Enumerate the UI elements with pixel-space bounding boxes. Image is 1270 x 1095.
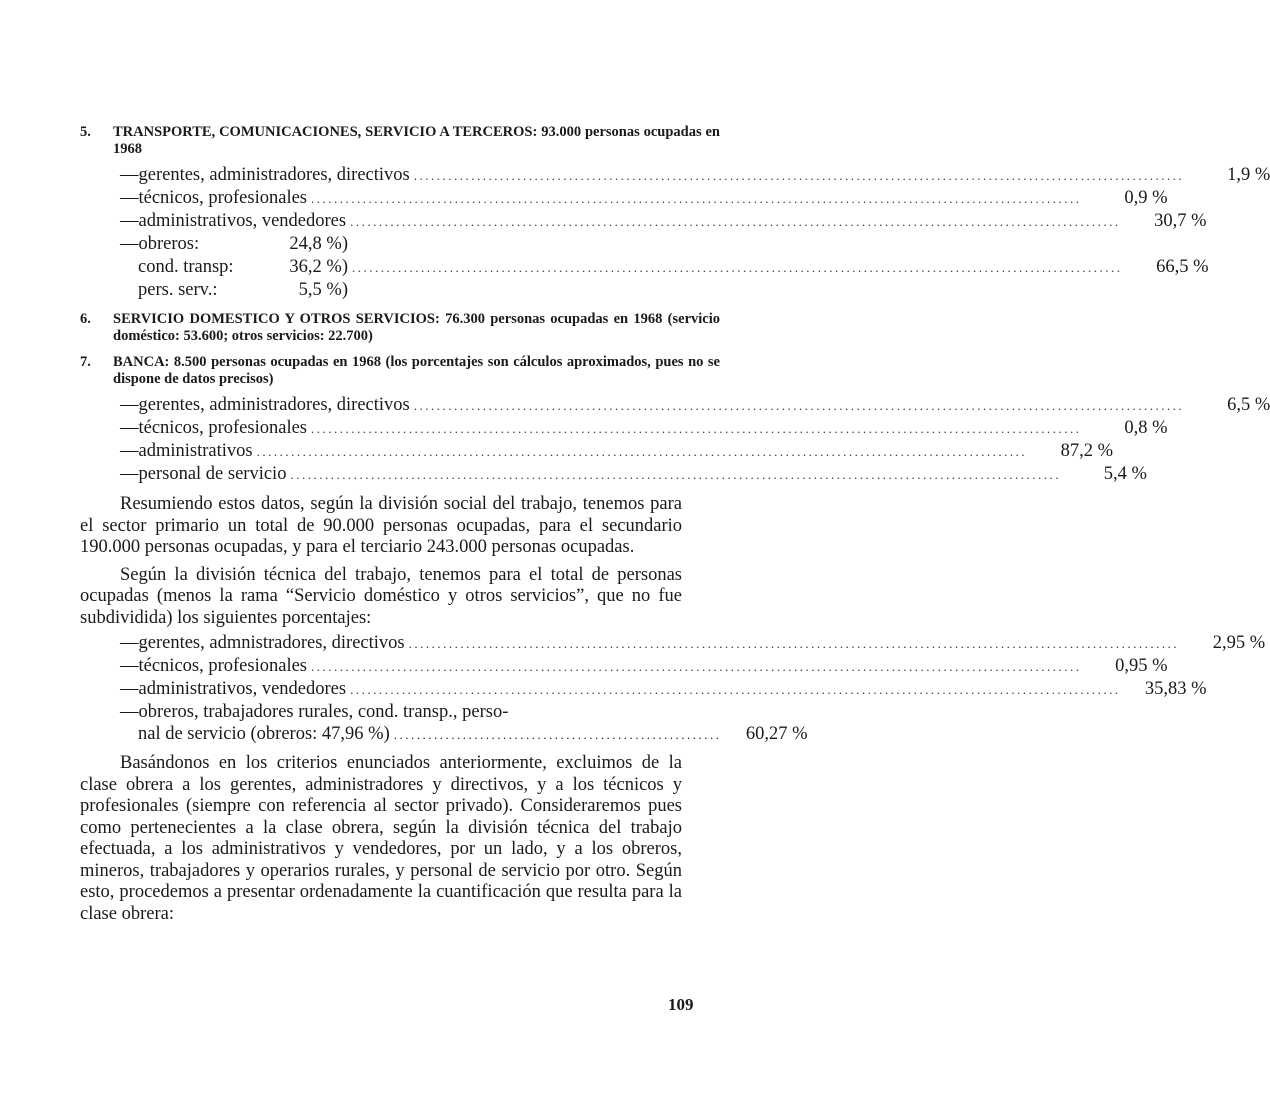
list-item: —gerentes, administradores, directivos ..... 6,5 % [120, 394, 682, 417]
section-number: 7. [80, 354, 91, 370]
paragraph: Resumiendo estos datos, según la división social del trabajo, tenemos para el sector primario un total de 90.000 personas ocupadas, para el secundario 190.000 personas ocupadas, y para el terciario 243.000 personas ocupadas. [80, 494, 682, 557]
section-6-heading [80, 311, 720, 345]
section-7-heading [80, 354, 720, 388]
paragraph: Según la división técnica del trabajo, tenemos para el total de personas ocupadas (menos la rama “Servicio doméstico y otros servicios”, que no fue subdividida) los siguientes porcentajes: [80, 564, 682, 628]
section-number: 5. [80, 124, 91, 140]
page-content [80, 124, 1270, 925]
obreros-line: —obreros: 24,8 %) [120, 234, 348, 254]
summary-rows [120, 632, 1266, 701]
obreros-subline: pers. serv.: 5,5 %) [138, 280, 348, 300]
list-item: —técnicos, profesionales ..... 0,9 % [120, 187, 682, 210]
section-5-heading [80, 124, 720, 158]
summary-last-item: —obreros, trabajadores rurales, cond. transp., perso- nal de servicio (obreros: 47,96 %) ......................................................... 60,27 % [120, 702, 808, 744]
page-number: 109 [668, 995, 694, 1014]
section-7-rows [120, 394, 1270, 486]
section-number: 6. [80, 311, 91, 327]
section-title: BANCA: 8.500 personas ocupadas en 1968 (los porcentajes son cálculos aproximados, pues no se dispone de datos precisos) [113, 354, 720, 387]
list-item: —personal de servicio ..... 5,4 % [120, 463, 682, 486]
obreros-subline: cond. transp: 36,2 %) ..... 66,5 % [120, 256, 682, 279]
list-item: —gerentes, administradores, directivos ..... 1,9 % [120, 164, 682, 187]
list-item: —administrativos ..... 87,2 % [120, 440, 682, 463]
list-item: —técnicos, profesionales ..... 0,95 % [120, 655, 682, 678]
section-title: SERVICIO DOMESTICO Y OTROS SERVICIOS: 76.300 personas ocupadas en 1968 (servicio doméstico: 53.600; otros servicios: 22.700) [113, 311, 720, 344]
section-5-rows [120, 164, 1270, 302]
list-item: —administrativos, vendedores ..... 30,7 % [120, 210, 682, 233]
list-item: —administrativos, vendedores ..... 35,83 % [120, 678, 682, 701]
list-item: —gerentes, admnistradores, directivos ..... 2,95 % [120, 632, 682, 655]
list-item: —técnicos, profesionales ..... 0,8 % [120, 417, 682, 440]
paragraph: Basándonos en los criterios enunciados anteriormente, excluimos de la clase obrera a los gerentes, administradores y directivos, y a los técnicos y profesionales (siempre con referencia al sector privado). Consideraremos pues como pertenecientes a la clase obrera, según la división técnica del trabajo efectuada, a los administrativos y vendedores, por un lado, y a los obreros, mineros, trabajadores y operarios rurales, y personal de servicio por otro. Según esto, procedemos a presentar ordenadamente la cuantificación que resulta para la clase obrera: [80, 753, 682, 924]
section-title: TRANSPORTE, COMUNICACIONES, SERVICIO A TERCEROS: 93.000 personas ocupadas en 1968 [113, 124, 720, 157]
